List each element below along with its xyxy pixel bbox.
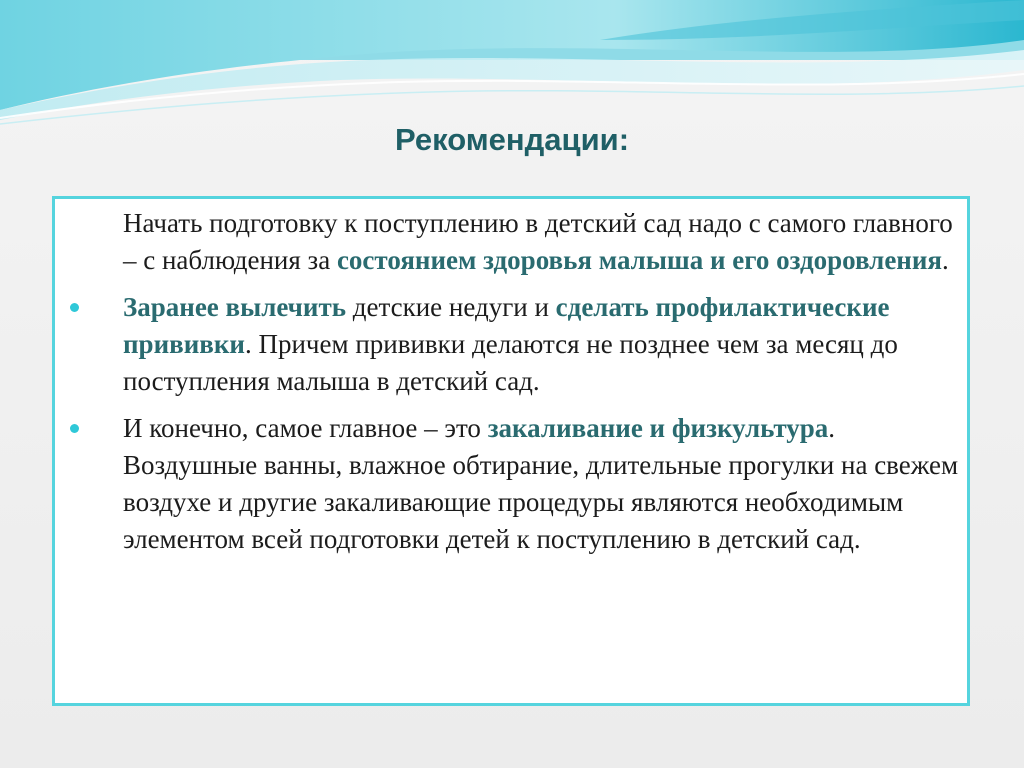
bullet-icon <box>70 424 79 433</box>
content-box <box>52 196 970 706</box>
highlighted-text: состоянием здоровья малыша и его оздоровления <box>336 245 943 275</box>
content-text <box>123 205 963 568</box>
body-text: Начать подготовку к поступлению в детский сад надо с самого главного – с наблюдения за <box>123 208 953 275</box>
wave-decoration <box>0 0 1024 130</box>
body-text: . <box>942 245 949 275</box>
highlighted-text: закаливание и физкультура <box>487 413 829 443</box>
bullet-icon <box>70 303 79 312</box>
highlighted-text: Заранее вылечить <box>123 292 346 322</box>
body-text: . Воздушные ванны, влажное обтирание, длительные прогулки на свежем воздухе и другие закаливающие процедуры являются необходимым элементом всей подготовки детей к поступлению в детский сад. <box>123 413 959 554</box>
slide-title: Рекомендации: <box>394 122 630 157</box>
intro-paragraph <box>123 205 963 279</box>
body-text: И конечно, самое главное – это <box>123 413 488 443</box>
highlighted-text: сделать профилактические прививки <box>123 292 890 359</box>
bullet-paragraph <box>123 289 963 400</box>
body-text: детские недуги и <box>346 292 556 322</box>
bullet-paragraph <box>123 410 963 558</box>
body-text: . Причем прививки делаются не позднее чем за месяц до поступления малыша в детский сад. <box>123 329 898 396</box>
